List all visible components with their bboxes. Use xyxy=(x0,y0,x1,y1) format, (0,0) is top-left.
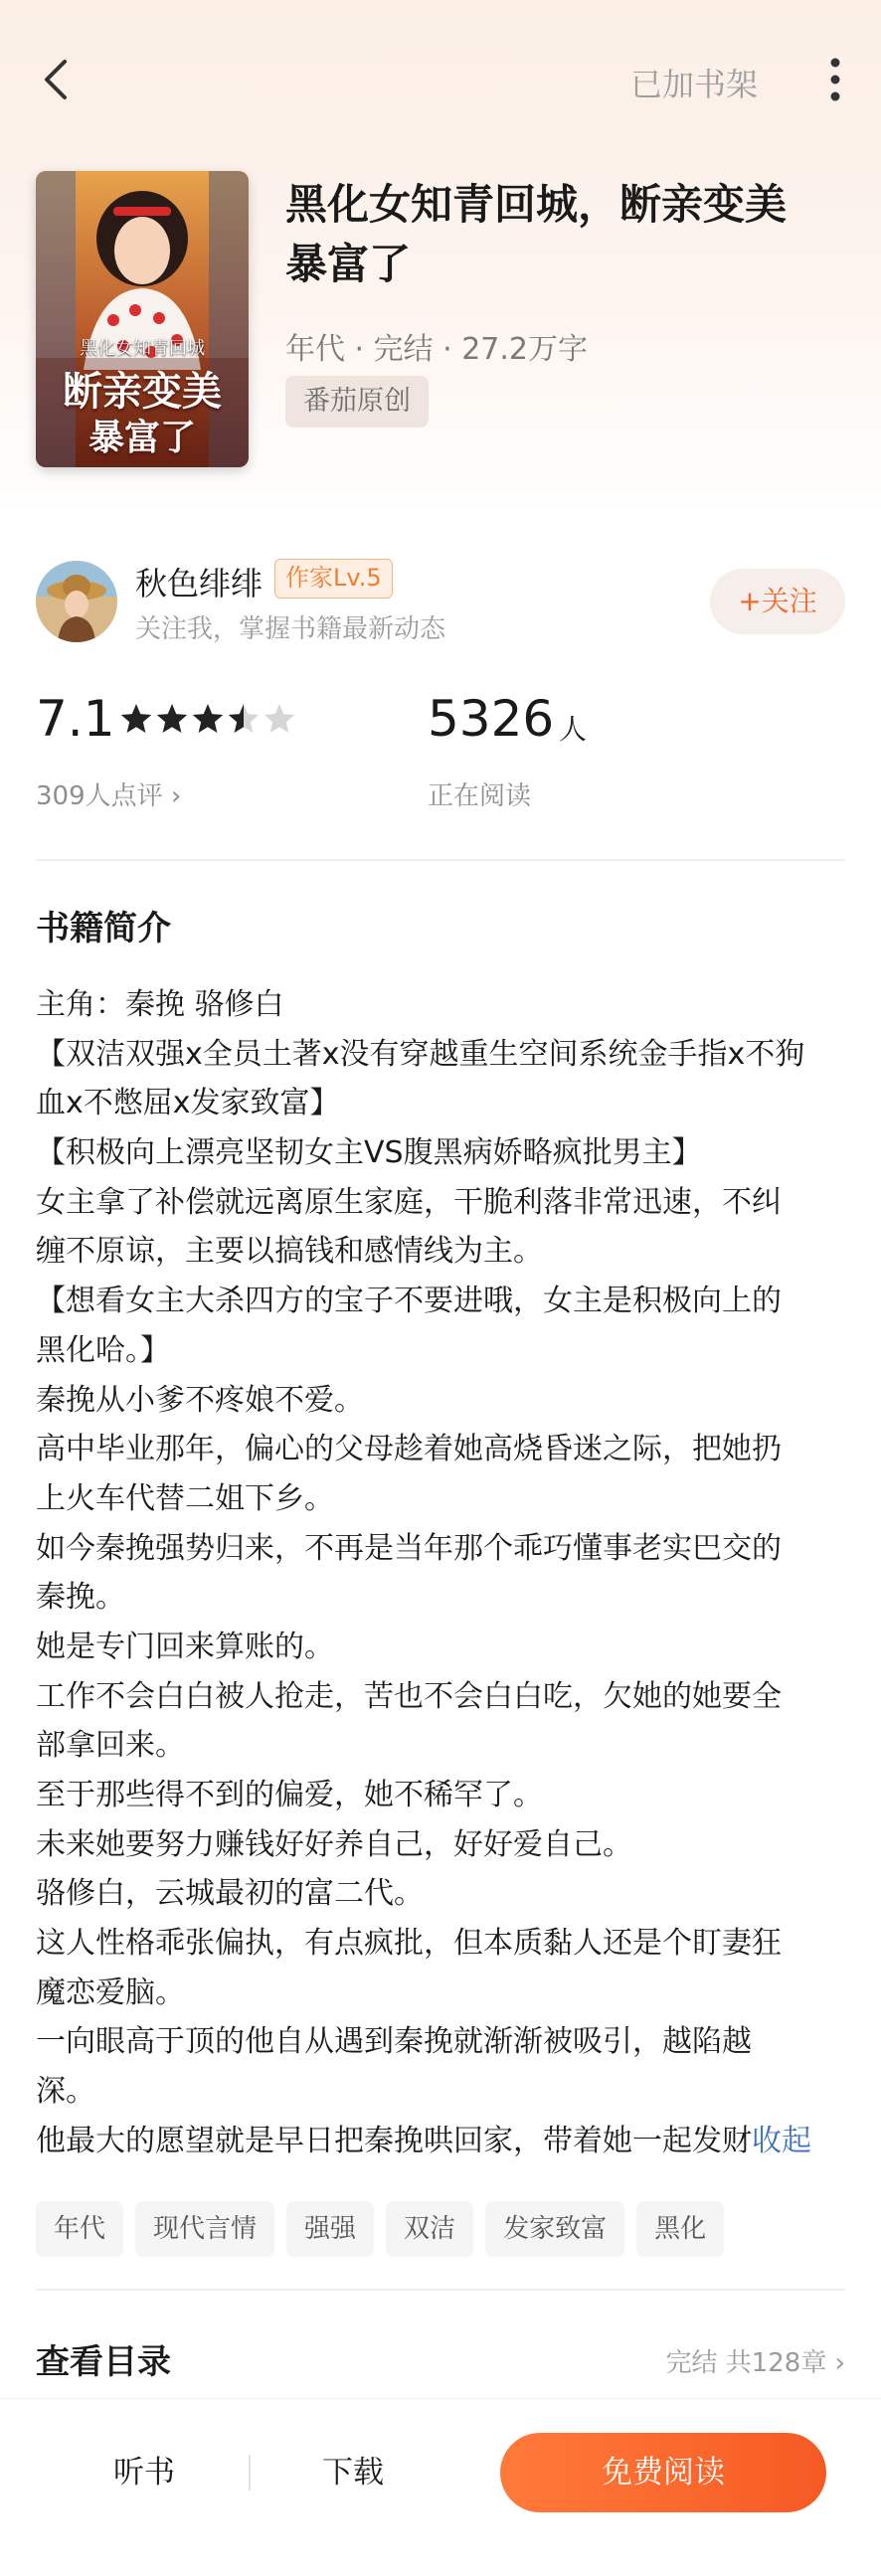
intro-line xyxy=(36,1524,851,1574)
intro-line-text: 骆修白，云城最初的富二代。 xyxy=(36,1876,424,1912)
intro-line-text: 部拿回来。 xyxy=(36,1728,185,1764)
bottom-action-bar xyxy=(0,2398,881,2576)
rating-stars xyxy=(119,702,298,738)
intro-line-text: 深。 xyxy=(36,2074,95,2110)
book-title-line-1: 黑化女知青回城，断亲变美 xyxy=(285,180,788,229)
added-to-shelf-label[interactable]: 已加书架 xyxy=(629,66,758,103)
intro-line xyxy=(36,1277,851,1326)
intro-line xyxy=(36,2117,851,2166)
book-title xyxy=(285,175,852,294)
listen-button[interactable]: 听书 xyxy=(113,2455,175,2490)
genre-tag[interactable]: 强强 xyxy=(286,2201,374,2257)
author-name[interactable]: 秋色绯绯 xyxy=(135,565,264,602)
author-level-badge: 作家Lv.5 xyxy=(274,559,393,599)
intro-line-text: 如今秦挽强势归来，不再是当年那个乖巧懂事老实巴交的 xyxy=(36,1530,782,1566)
rating-count-link[interactable]: 309人点评 › xyxy=(36,781,182,811)
readers-label: 正在阅读 xyxy=(428,781,532,811)
author-description: 关注我，掌握书籍最新动态 xyxy=(135,614,446,644)
intro-line-text: 女主拿了补偿就远离原生家庭，干脆利落非常迅速，不纠 xyxy=(36,1184,782,1220)
section-divider xyxy=(36,2289,845,2291)
intro-line-text: 工作不会白白被人抢走，苦也不会白白吃，欠她的她要全 xyxy=(36,1678,782,1714)
intro-line-text: 血x不憋屈x发家致富】 xyxy=(36,1086,340,1121)
intro-line-text: 他最大的愿望就是早日把秦挽哄回家，带着她一起发财 xyxy=(36,2123,752,2158)
intro-line xyxy=(36,1969,851,2018)
chevron-left-icon xyxy=(41,58,71,101)
intro-line xyxy=(36,1178,851,1228)
top-bar xyxy=(0,40,881,119)
back-button[interactable] xyxy=(32,56,80,103)
intro-line xyxy=(36,1079,851,1128)
readers-count: 5326 xyxy=(428,690,555,748)
book-cover[interactable] xyxy=(36,171,249,467)
intro-line-text: 她是专门回来算账的。 xyxy=(36,1629,334,1664)
intro-line-text: 秦挽从小爹不疼娘不爱。 xyxy=(36,1382,364,1418)
intro-line xyxy=(36,1672,851,1722)
intro-line xyxy=(36,2067,851,2117)
intro-line-text: 一向眼高于顶的他自从遇到秦挽就渐渐被吸引，越陷越 xyxy=(36,2024,752,2060)
catalog-row[interactable] xyxy=(0,2324,881,2394)
cover-subtitle-text: 黑化女知青回城 xyxy=(80,338,205,359)
star-icon xyxy=(193,704,223,733)
intro-line-text: 魔恋爱脑。 xyxy=(36,1975,185,2010)
intro-line xyxy=(36,980,851,1030)
star-icon xyxy=(157,704,187,733)
intro-line xyxy=(36,1721,851,1771)
intro-line-text: 【双洁双强x全员土著x没有穿越重生空间系统金手指x不狗 xyxy=(36,1036,805,1072)
book-introduction xyxy=(36,980,851,2166)
source-tag: 番茄原创 xyxy=(285,376,429,428)
intro-line-text: 【想看女主大杀四方的宝子不要进哦，女主是积极向上的 xyxy=(36,1284,782,1319)
author-row xyxy=(0,553,881,652)
intro-line xyxy=(36,2017,851,2067)
rating-value: 7.1 xyxy=(36,690,115,748)
catalog-status-link[interactable]: 完结 共128章 › xyxy=(665,2348,845,2378)
intro-line-text: 黑化哈。】 xyxy=(36,1332,170,1368)
bar-separator xyxy=(249,2455,251,2490)
star-icon xyxy=(121,704,151,733)
intro-line xyxy=(36,1820,851,1870)
intro-line xyxy=(36,1326,851,1376)
intro-line-text: 这人性格乖张偏执，有点疯批，但本质黏人还是个盯妻狂 xyxy=(36,1926,782,1962)
intro-line xyxy=(36,1376,851,1426)
genre-tag[interactable]: 双洁 xyxy=(386,2201,473,2257)
intro-line xyxy=(36,1919,851,1969)
download-button[interactable]: 下载 xyxy=(322,2455,384,2490)
intro-line xyxy=(36,1030,851,1080)
section-divider xyxy=(36,859,845,861)
intro-line xyxy=(36,1128,851,1178)
more-vertical-icon xyxy=(829,57,841,102)
intro-line-text: 高中毕业那年，偏心的父母趁着她高烧昏迷之际，把她扔 xyxy=(36,1432,782,1467)
tag-list xyxy=(36,2201,724,2257)
catalog-title: 查看目录 xyxy=(36,2342,171,2382)
collapse-link[interactable]: 收起 xyxy=(752,2123,811,2158)
more-options-button[interactable] xyxy=(811,52,859,107)
genre-tag[interactable]: 黑化 xyxy=(636,2201,724,2257)
follow-button[interactable]: +关注 xyxy=(710,569,845,634)
book-title-line-2: 暴富了 xyxy=(285,240,412,288)
intro-line-text: 未来她要努力赚钱好好养自己，好好爱自己。 xyxy=(36,1826,632,1862)
star-icon xyxy=(229,704,259,733)
book-stats xyxy=(0,688,881,817)
intro-line-text: 秦挽。 xyxy=(36,1580,125,1616)
cover-title-text: 断亲变美 xyxy=(63,368,222,415)
author-avatar[interactable] xyxy=(36,561,117,642)
book-meta: 年代 · 完结 · 27.2万字 xyxy=(285,332,589,367)
intro-line-text: 上火车代替二姐下乡。 xyxy=(36,1480,334,1516)
genre-tag[interactable]: 年代 xyxy=(36,2201,123,2257)
readers-unit: 人 xyxy=(559,713,588,746)
genre-tag[interactable]: 发家致富 xyxy=(485,2201,624,2257)
intro-section-title: 书籍简介 xyxy=(36,909,171,948)
intro-line xyxy=(36,1474,851,1524)
avatar-image xyxy=(36,561,117,642)
intro-line-text: 缠不原谅，主要以搞钱和感情线为主。 xyxy=(36,1234,543,1270)
star-icon xyxy=(264,704,294,733)
intro-line-text: 【积极向上漂亮坚韧女主VS腹黑病娇略疯批男主】 xyxy=(36,1135,702,1171)
intro-line xyxy=(36,1425,851,1474)
intro-line xyxy=(36,1869,851,1919)
intro-line xyxy=(36,1573,851,1623)
genre-tag[interactable]: 现代言情 xyxy=(135,2201,274,2257)
intro-line-text: 主角：秦挽 骆修白 xyxy=(36,987,284,1022)
intro-line xyxy=(36,1227,851,1277)
intro-line xyxy=(36,1623,851,1672)
intro-line-text: 至于那些得不到的偏爱，她不稀罕了。 xyxy=(36,1778,543,1812)
cover-title-text-2: 暴富了 xyxy=(88,417,196,458)
intro-line xyxy=(36,1771,851,1820)
free-read-button[interactable]: 免费阅读 xyxy=(500,2433,826,2512)
